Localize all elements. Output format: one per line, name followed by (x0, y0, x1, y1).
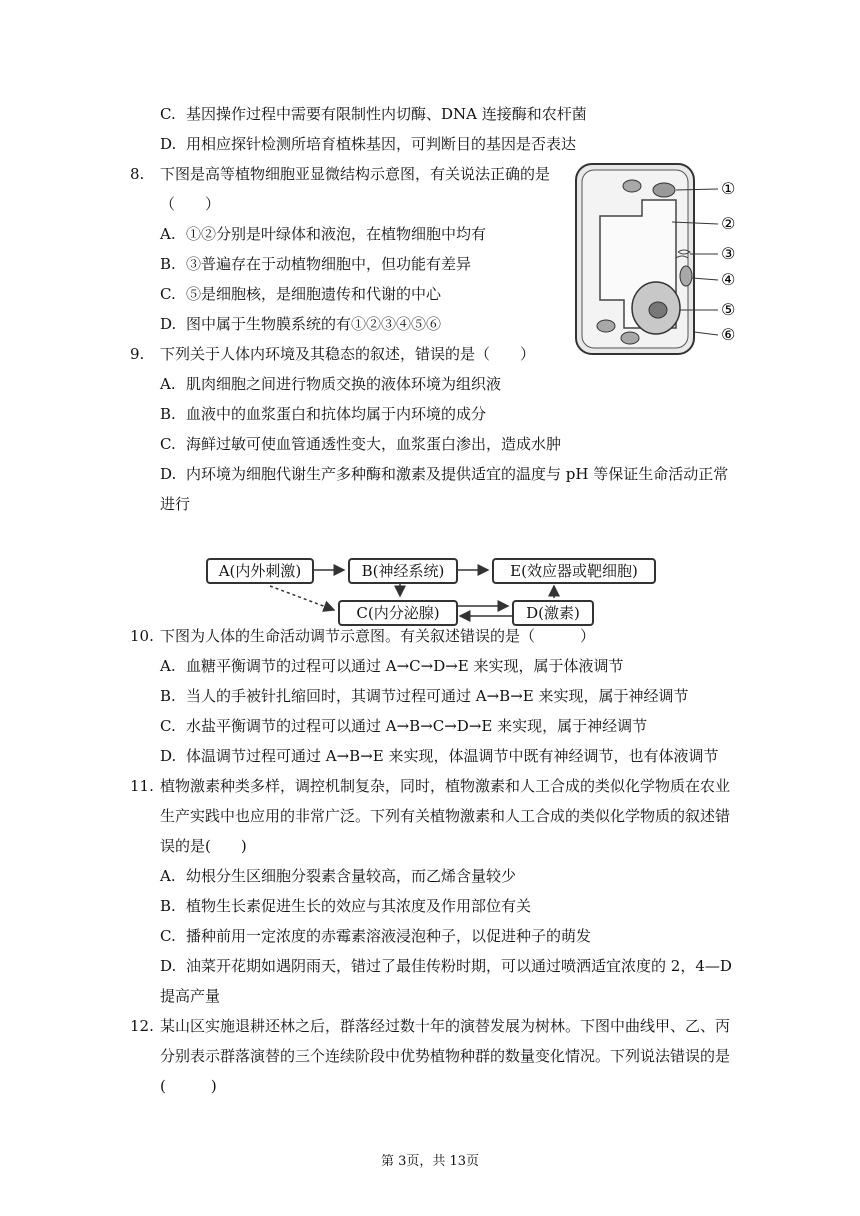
page-footer: 第 3页，共 13页 (380, 1154, 480, 1169)
cell-label-4: ④ (721, 270, 736, 289)
q9-option-c: C. 海鲜过敏可使血管通透性变大，血浆蛋白渗出，造成水肿 (160, 435, 562, 453)
q12-stem-2: 分别表示群落演替的三个连续阶段中优势植物种群的数量变化情况。下列说法错误的是 (160, 1047, 731, 1065)
q11-stem-2: 生产实践中也应用的非常广泛。下列有关植物激素和人工合成的类似化学物质的叙述错 (160, 807, 731, 825)
q8-option-c: C. ⑤是细胞核，是细胞遗传和代谢的中心 (160, 285, 442, 303)
cell-label-1: ① (721, 179, 736, 198)
cell-label-6: ⑥ (721, 325, 736, 344)
q9-option-a: A. 肌肉细胞之间进行物质交换的液体环境为组织液 (160, 375, 502, 393)
flow-box-b: B(神经系统) (348, 558, 458, 584)
flow-box-d: D(激素) (512, 600, 594, 626)
flow-box-a: A(内外刺激) (206, 558, 314, 584)
q7-option-d: D. 用相应探针检测所培育植株基因，可判断目的基因是否表达 (160, 135, 577, 153)
q7-option-c: C. 基因操作过程中需要有限制性内切酶、DNA 连接酶和农杆菌 (160, 105, 587, 123)
q12-number: 12. (130, 1017, 154, 1035)
q11-option-d-cont: 提高产量 (160, 987, 221, 1005)
q10-stem: 下图为人体的生命活动调节示意图。有关叙述错误的是（ ） (160, 627, 596, 645)
q8-stem: 下图是高等植物细胞亚显微结构示意图，有关说法正确的是 (160, 165, 551, 183)
q11-option-c: C. 播种前用一定浓度的赤霉素溶液浸泡种子，以促进种子的萌发 (160, 927, 592, 945)
cell-label-3: ③ (721, 244, 736, 263)
q11-stem-3: 误的是( ) (160, 837, 247, 855)
q8-number: 8. (130, 165, 145, 183)
q9-option-b: B. 血液中的血浆蛋白和抗体均属于内环境的成分 (160, 405, 487, 423)
q12-stem-1: 某山区实施退耕还林之后，群落经过数十年的演替发展为树林。下图中曲线甲、乙、丙 (160, 1017, 731, 1035)
cell-label-2: ② (721, 214, 736, 233)
q11-number: 11. (130, 777, 154, 795)
q11-option-b: B. 植物生长素促进生长的效应与其浓度及作用部位有关 (160, 897, 532, 915)
q8-paren: （ ） (160, 195, 221, 213)
q10-option-a: A. 血糖平衡调节的过程可以通过 A→C→D→E 来实现，属于体液调节 (160, 657, 624, 675)
q11-stem-1: 植物激素种类多样，调控机制复杂，同时，植物激素和人工合成的类似化学物质在农业 (160, 777, 731, 795)
cell-label-5: ⑤ (721, 300, 736, 319)
q9-option-d: D. 内环境为细胞代谢生产多种酶和激素及提供适宜的温度与 pH 等保证生命活动正常 (160, 465, 729, 483)
q8-option-a: A. ①②分别是叶绿体和液泡，在植物细胞中均有 (160, 225, 487, 243)
q11-option-a: A. 幼根分生区细胞分裂素含量较高，而乙烯含量较少 (160, 867, 517, 885)
q10-option-c: C. 水盐平衡调节的过程可以通过 A→B→C→D→E 来实现，属于神经调节 (160, 717, 648, 735)
q9-option-d-cont: 进行 (160, 495, 191, 513)
q10-option-d: D. 体温调节过程可通过 A→B→E 来实现，体温调节中既有神经调节，也有体液调节 (160, 747, 719, 765)
q10-number: 10. (130, 627, 154, 645)
flow-box-e: E(效应器或靶细胞) (492, 558, 656, 584)
q11-option-d: D. 油菜开花期如遇阴雨天，错过了最佳传粉时期，可以通过喷洒适宜浓度的 2，4—D (160, 957, 732, 975)
q8-option-b: B. ③普遍存在于动植物细胞中，但功能有差异 (160, 255, 472, 273)
q10-option-b: B. 当人的手被针扎缩回时，其调节过程可通过 A→B→E 来实现，属于神经调节 (160, 687, 689, 705)
q9-stem: 下列关于人体内环境及其稳态的叙述，错误的是（ ） (160, 345, 536, 363)
q12-stem-3: ( ) (160, 1077, 217, 1095)
q9-number: 9. (130, 345, 145, 363)
flow-box-c: C(内分泌腺) (338, 600, 458, 626)
q8-option-d: D. 图中属于生物膜系统的有①②③④⑤⑥ (160, 315, 442, 333)
